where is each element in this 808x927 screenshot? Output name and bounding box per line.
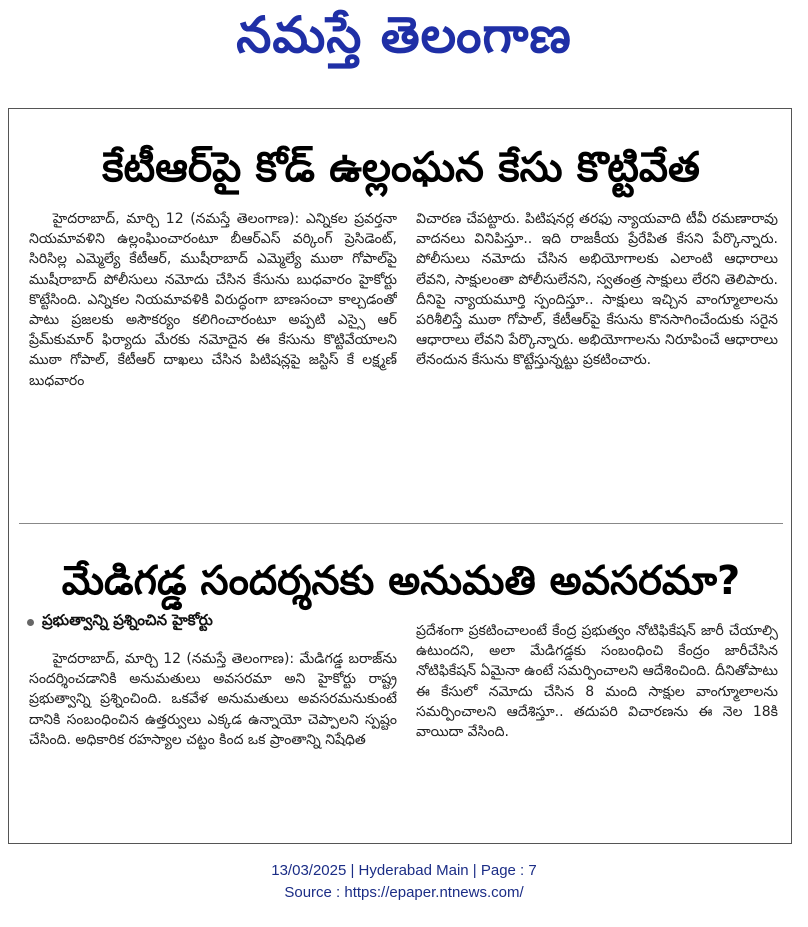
clipping-frame <box>8 108 792 844</box>
article2-subhead-text: ప్రభుత్వాన్ని ప్రశ్నించిన హైకోర్టు <box>42 611 213 629</box>
article2-subhead <box>27 611 213 633</box>
article1-column-left <box>29 209 397 509</box>
masthead-text: నమస్తే తెలంగాణ <box>236 5 572 64</box>
article2-text-right: ప్రదేశంగా ప్రకటించాలంటే కేంద్ర ప్రభుత్వం నోటిఫికేషన్ జారీ చేయాల్సి ఉటుందని, అలా మేడిగడ్డకు సంబంధించి కేంద్రం జారీచేసిన నోటిఫికేషన్ ఏమైనా ఉంటే సమర్పించాలని ఆదేశించింది. దీనితోపాటు ఈ కేసులో నమోదు చేసిన 8 మంది సాక్షుల వాంగ్మూలాలను సమర్పించాలని ఆదేశిస్తూ.. తదుపరి విచారణను ఈ నెల 18కి వాయిదా వేసింది. <box>416 623 778 741</box>
article2-headline: మేడిగడ్డ సందర్శనకు అనుమతి అవసరమా? <box>61 558 741 604</box>
footer-source: Source : https://epaper.ntnews.com/ <box>284 884 524 901</box>
article-divider <box>19 523 783 524</box>
article2-column-right <box>416 621 778 833</box>
footer-date-edition: 13/03/2025 | Hyderabad Main | Page : 7 <box>271 862 537 879</box>
bullet-icon <box>27 619 34 626</box>
article1-column-right <box>416 209 778 509</box>
article1-headline: కేటీఆర్‌పై కోడ్ ఉల్లంఘన కేసు కొట్టివేత <box>102 143 700 191</box>
article2-text-left: హైదరాబాద్, మార్చి 12 (నమస్తే తెలంగాణ): మేడిగడ్డ బరాజ్‌ను సందర్శించడానికి అనుమతులు అవసరమా అని హైకోర్టు రాష్ట్ర ప్రభుత్వాన్ని ప్రశ్నించింది. ఒకవేళ అనుమతులు అవసరమనుకుంటే దానికి సంబంధించిన ఉత్తర్వులు ఎక్కడ ఉన్నాయో చెప్పాలని స్పష్టం చేసింది. అధికారిక రహస్యాల చట్టం కింద ఒక ప్రాంతాన్ని నిషేధిత <box>29 651 397 748</box>
article1-text-left: హైదరాబాద్, మార్చి 12 (నమస్తే తెలంగాణ): ఎన్నికల ప్రవర్తనా నియమావళిని ఉల్లంఘించారంటూ బీఆర్‌ఎస్ వర్కింగ్ ప్రెసిడెంట్, సిరిసిల్ల ఎమ్మెల్యే కేటీఆర్, ముషీరాబాద్ ఎమ్మెల్యే ముఠా గోపాల్‌పై ముషీరాబాద్ పోలీసులు నమోదు చేసిన కేసును బుధవారం హైకోర్టు కొట్టేసింది. ఎన్నికల నియమావళికి విరుద్ధంగా బాణసంచా కాల్చడంతో పాటు ప్రజలకు అసౌకర్యం కలిగించారంటూ అప్పటి ఎస్సై ఆర్ ప్రేమ్‌కుమార్ ఫిర్యాదు మేరకు నమోదైన ఈ కేసును కొట్టివేయాలని ముఠా గోపాల్, కేటీఆర్ దాఖలు చేసిన పిటిషన్లపై జస్టిస్ కే లక్ష్మణ్ బుధవారం <box>29 211 397 389</box>
masthead-logo <box>0 0 808 82</box>
article2-column-left <box>29 649 397 819</box>
article1-text-right: విచారణ చేపట్టారు. పిటిషనర్ల తరఫు న్యాయవాది టీవీ రమణారావు వాదనలు వినిపిస్తూ.. ఇది రాజకీయ ప్రేరేపిత కేసని పేర్కొన్నారు. పోలీసులు నమోదు చేసిన అభియోగాలకు ఎలాంటి ఆధారాలు లేవని, సాక్షులంతా పోలీసులేనని, స్వతంత్ర సాక్షులు లేరని తెలిపారు. దీనిపై న్యాయమూర్తి స్పందిస్తూ.. సాక్షులు ఇచ్చిన వాంగ్మూలాలను పరిశీలిస్తే ముఠా గోపాల్, కేటీఆర్‌పై కేసును కొనసాగించేందుకు సరైన ఆధారాలు లేవని పేర్కొన్నారు. అభియోగాలను నిరూపించే ఆధారాలు లేనందున కేసును కొట్టేస్తున్నట్టు ప్రకటించారు. <box>416 211 778 369</box>
